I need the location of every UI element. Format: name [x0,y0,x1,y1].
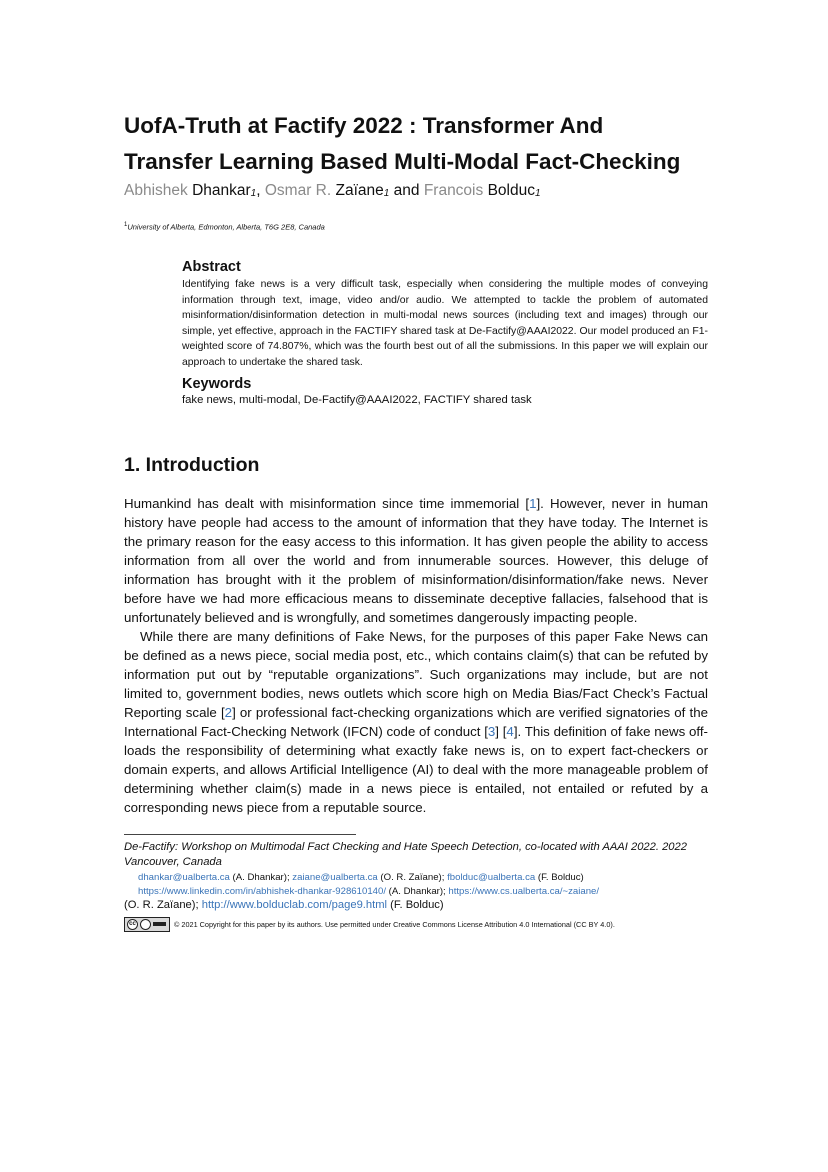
email-link[interactable]: zaiane@ualberta.ca [292,872,378,883]
author-given-name: Abhishek [124,182,188,199]
abstract-text: Identifying fake news is a very difficult task, especially when considering the multiple modes of conveying information through text, image, video and/or audio. We attempted to tackle the problem of automated misinformation/disinformation detection in multi-modal news sources (including text and images) through our simple, yet effective, approach in the FACTIFY shared task at De-Factify@AAAI2022. Our model produced an F1-weighted score of 74.807%, which was the fourth best out of all the submissions. In this paper we will explain our approach to undertake the shared task. [182,279,708,368]
contact-owner: (A. Dhankar); [229,872,293,883]
contact-owner: (O. R. Zaïane); [377,872,448,883]
footnote-divider [124,834,356,835]
intro-paragraph-2 [124,627,708,817]
section-heading-introduction: 1. Introduction [124,454,260,476]
url-link[interactable]: https://www.linkedin.com/in/abhishek-dhankar-928610140/ [138,886,386,897]
author-separator: and [393,182,420,199]
abstract-heading: Abstract [182,259,241,275]
author-given-name: Osmar R. [264,182,332,199]
contact-owner: (A. Dhankar); [386,886,449,897]
cc-by-icon: cc [124,917,170,932]
citation-link[interactable]: 3 [487,724,496,739]
license-line [124,917,615,932]
affiliation-mark: 1 [124,222,128,228]
author-affiliation-mark: 1 [534,188,541,199]
author-given-name: Francois [423,182,484,199]
footnote-links [124,899,444,911]
email-link[interactable]: dhankar@ualberta.ca [138,872,230,883]
author-list [124,182,541,200]
contact-owner: (O. R. Zaïane); [124,899,202,911]
keywords-heading: Keywords [182,376,252,392]
url-link[interactable]: http://www.bolduclab.com/page9.html [201,899,388,911]
title-line-2: Transfer Learning Based Multi-Modal Fact-Checking [124,149,681,174]
paragraph-text: ]. This definition of fake news off-loads the responsibility of determining what exactly fake news is, on to expert fact-checkers or domain experts, and allows Artificial Intelligence (AI) to deal with the more manageable problem of determining whether claim(s) made in a news piece is entailed, not entailed or refuted by a corresponding news piece from a reputable source. [124,724,708,815]
title-line-1: UofA-Truth at Factify 2022 : Transformer And [124,113,604,138]
contact-owner: (F. Bolduc) [535,872,584,883]
license-text: © 2021 Copyright for this paper by its authors. Use permitted under Creative Commons License Attribution 4.0 International (CC BY 4.0). [174,920,615,929]
email-link[interactable]: fbolduc@ualberta.ca [447,872,536,883]
affiliation [124,222,325,232]
author-affiliation-mark: 1 [250,188,257,199]
intro-paragraph-1 [124,494,708,627]
citation-link[interactable]: 1 [529,496,537,511]
affiliation-text: University of Alberta, Edmonton, Alberta, T6G 2E8, Canada [127,222,325,232]
author-surname: Zaïane [335,182,384,199]
paper-title [124,108,724,180]
author-surname: Bolduc [487,182,535,199]
keywords-text: fake news, multi-modal, De-Factify@AAAI2022, FACTIFY shared task [182,394,532,406]
paragraph-text: ] or professional fact-checking organizations which are verified signatories of the International Fact-Checking Network (IFCN) code of conduct [ [124,705,708,739]
citation-link[interactable]: 4 [506,724,514,739]
paragraph-text: Humankind has dealt with misinformation since time immemorial [ [124,496,530,511]
author-surname: Dhankar [192,182,251,199]
citation-link[interactable]: 2 [224,705,233,720]
author-separator: , [256,182,261,199]
keywords-section [182,376,708,406]
footnote-contacts [138,871,708,899]
paragraph-text: ] [ [495,724,507,739]
paragraph-text: ]. However, never in human history have people had access to the amount of information that they have today. The Internet is the primary reason for the easy access to this information. It has given people the ability to access information from all over the world and from innumerable sources. However, this deluge of information has brought with it the problem of misinformation/disinformation/fake news. Never before have we had more efficacious means to disseminate deceptive fallacies, falsehood that is unfortunately believed and is wrongfully, and sometimes dangerously impacting people. [124,496,708,625]
author-affiliation-mark: 1 [383,188,390,199]
abstract-section [182,259,708,371]
url-link[interactable]: https://www.cs.ualberta.ca/~zaiane/ [448,886,600,897]
footnote-conference: De-Factify: Workshop on Multimodal Fact Checking and Hate Speech Detection, co-located with AAAI 2022. 2022 Vancouver, Canada [124,841,687,868]
contact-owner: (F. Bolduc) [387,899,444,911]
paragraph-text: While there are many definitions of Fake News, for the purposes of this paper Fake News can be defined as a news piece, social media post, etc., which contains claim(s) that can be refuted by information put out by “reputable organizations”. Such organizations may include, but are not limited to, government bodies, news outlets which score high on Media Bias/Fact Check’s Factual Reporting scale [ [124,629,708,720]
